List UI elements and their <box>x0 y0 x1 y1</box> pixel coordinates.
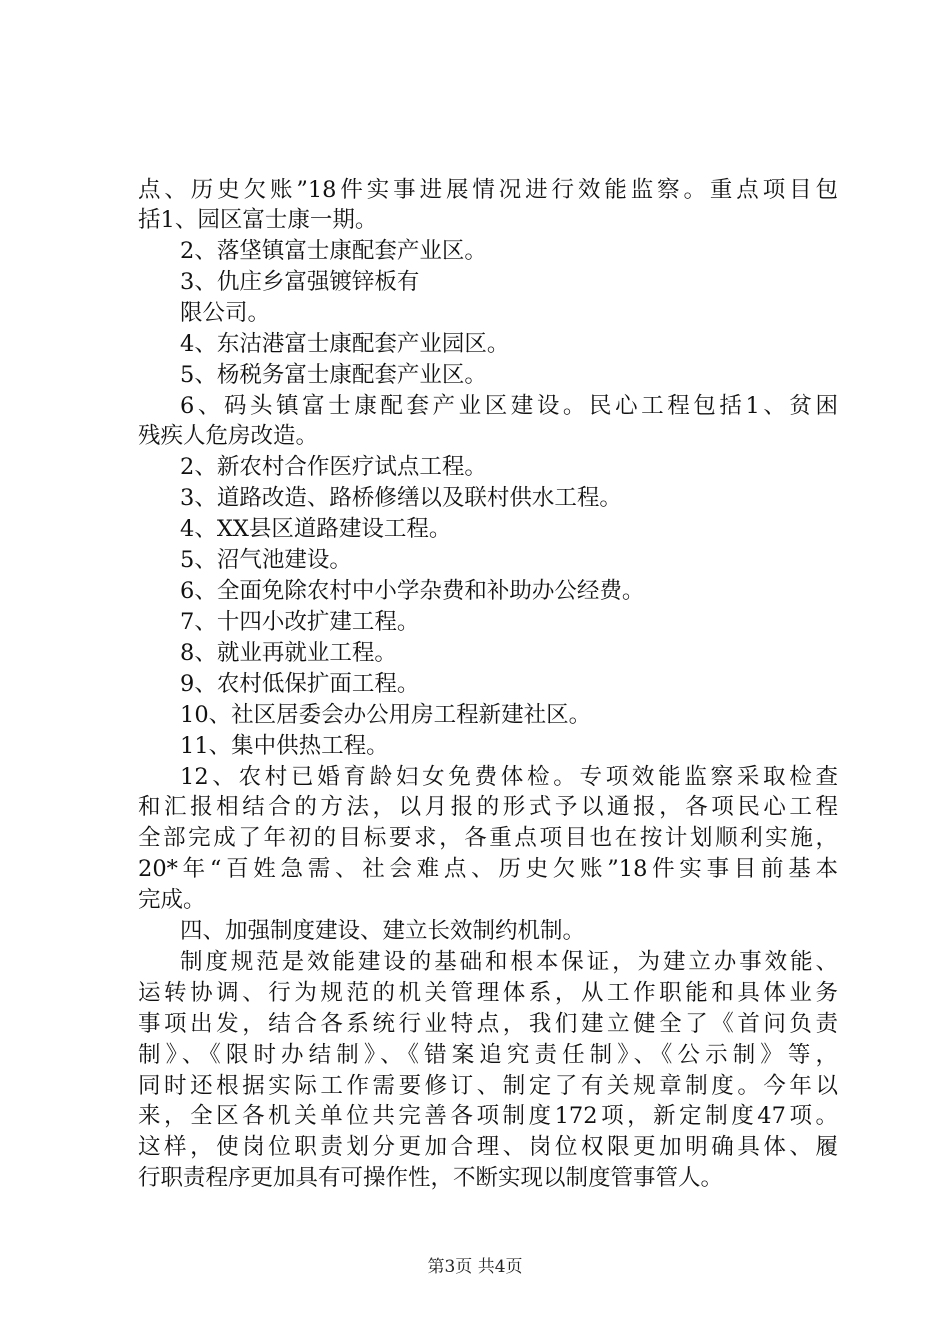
text-line: 括1、园区富士康一期。 <box>138 207 378 233</box>
page-number-footer: 第3页 共4页 <box>427 1257 523 1277</box>
text-line: 9、农村低保扩面工程。 <box>180 671 420 697</box>
text-line: 8、就业再就业工程。 <box>180 640 397 666</box>
text-line: 5、杨税务富士康配套产业区。 <box>180 362 487 388</box>
text-line: 3、道路改造、路桥修缮以及联村供水工程。 <box>180 485 622 511</box>
text-line: 10、社区居委会办公用房工程新建社区。 <box>180 702 592 728</box>
text-line: 限公司。 <box>180 300 271 326</box>
text-line: 6、码头镇富士康配套产业区建设。民心工程包括1、贫困 <box>180 393 838 419</box>
text-line: 制度规范是效能建设的基础和根本保证，为建立办事效能、 <box>180 949 838 975</box>
text-line: 全部完成了年初的目标要求，各重点项目也在按计划顺利实施， <box>138 825 838 851</box>
text-line: 同时还根据实际工作需要修订、制定了有关规章制度。今年以 <box>138 1073 838 1099</box>
text-line: 20*年“百姓急需、社会难点、历史欠账”18件实事目前基本 <box>138 856 838 882</box>
text-line: 4、XX县区道路建设工程。 <box>180 516 452 542</box>
text-line: 2、新农村合作医疗试点工程。 <box>180 454 487 480</box>
text-line: 来，全区各机关单位共完善各项制度172项，新定制度47项。 <box>138 1103 838 1129</box>
text-line: 4、东沽港富士康配套产业园区。 <box>180 331 510 357</box>
text-line: 和汇报相结合的方法，以月报的形式予以通报，各项民心工程 <box>138 794 838 820</box>
text-line: 11、集中供热工程。 <box>180 733 389 759</box>
text-line: 点、历史欠账”18件实事进展情况进行效能监察。重点项目包 <box>138 177 838 203</box>
text-line: 运转协调、行为规范的机关管理体系，从工作职能和具体业务 <box>138 980 838 1006</box>
text-line: 残疾人危房改造。 <box>138 423 319 449</box>
section-heading: 四、加强制度建设、建立长效制约机制。 <box>180 918 586 944</box>
text-line: 事项出发，结合各系统行业特点，我们建立健全了《首问负责 <box>138 1011 838 1037</box>
text-line: 完成。 <box>138 887 206 913</box>
text-line: 这样，使岗位职责划分更加合理、岗位权限更加明确具体、履 <box>138 1134 838 1160</box>
text-line: 2、落垡镇富士康配套产业区。 <box>180 238 487 264</box>
text-line: 制》、《限时办结制》、《错案追究责任制》、《公示制》等， <box>138 1042 838 1068</box>
text-line: 行职责程序更加具有可操作性，不断实现以制度管事管人。 <box>138 1165 724 1191</box>
text-line: 5、沼气池建设。 <box>180 547 352 573</box>
text-line: 3、仇庄乡富强镀锌板有 <box>180 269 420 295</box>
text-line: 12、农村已婚育龄妇女免费体检。专项效能监察采取检查 <box>180 764 838 790</box>
text-line: 7、十四小改扩建工程。 <box>180 609 420 635</box>
text-line: 6、全面免除农村中小学杂费和补助办公经费。 <box>180 578 645 604</box>
